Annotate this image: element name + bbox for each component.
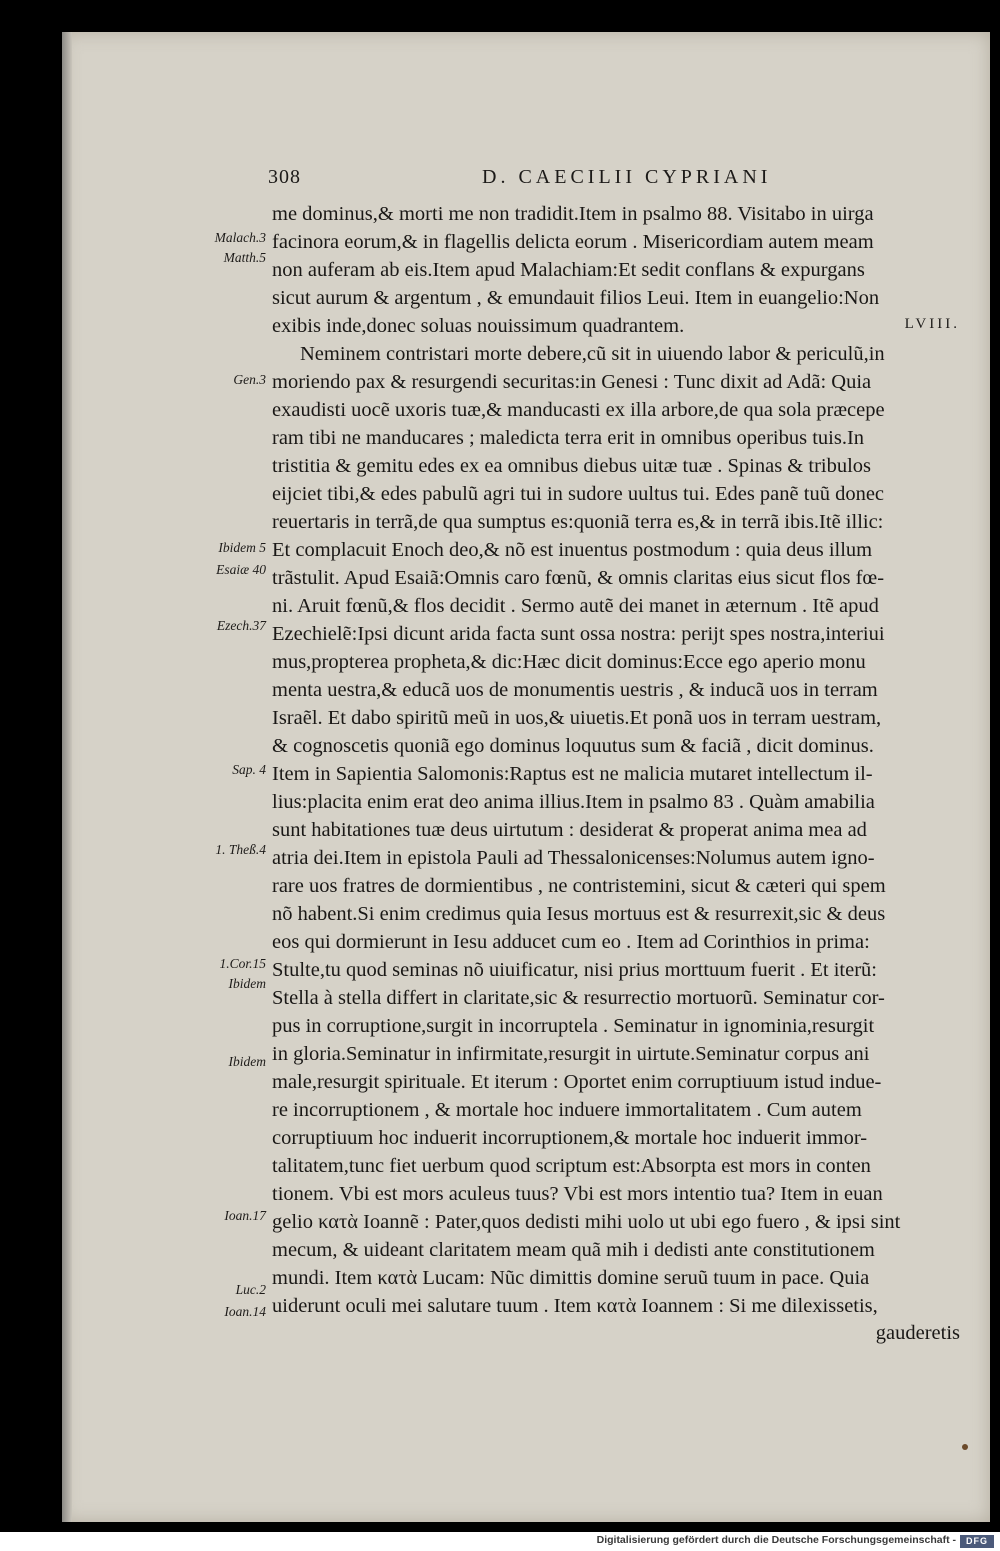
margin-reference: Ioan.14 [224,1304,266,1319]
margin-reference: Matth.5 [223,250,266,265]
text-line: Stella à stella differt in claritate,sic & resurrectio mortuorũ. Seminatur cor- [272,987,885,1009]
text-line: mecum, & uideant claritatem meam quã mih i dedisti ante constitutionem [272,1239,875,1261]
page-edge-shadow [62,32,72,1522]
text-line: re incorruptionem , & mortale hoc induere immortalitatem . Cum autem [272,1099,862,1121]
text-line: sunt habitationes tuæ deus uirtutum : desiderat & properat anima mea ad [272,819,867,841]
text-line: mundi. Item κατὰ Lucam: Nũc dimittis domine seruũ tuum in pace. Quia [272,1267,870,1289]
margin-reference: 1. Theß.4 [215,842,266,857]
dfg-logo-icon[interactable]: DFG [960,1535,994,1548]
margin-reference: Ezech.37 [216,618,266,633]
margin-reference: Gen.3 [233,372,266,387]
margin-reference: Luc.2 [235,1282,266,1297]
running-title: D. CAECILII CYPRIANI [482,166,772,188]
text-line: & cognoscetis quoniã ego dominus loquutus sum & faciã , dicit dominus. [272,735,874,757]
text-line: Stulte,tu quod seminas nõ uiuificatur, nisi prius morttuum fuerit . Et iterũ: [272,959,877,981]
text-line: pus in corruptione,surgit in incorruptela . Seminatur in ignominia,resurgit [272,1015,875,1037]
text-line: eijciet tibi,& edes pabulũ agri tui in sudore uultus tui. Edes panẽ tuũ donec [272,483,885,505]
text-line: trãstulit. Apud Esaiã:Omnis caro fœnũ, & omnis claritas eius sicut flos fœ- [272,567,885,589]
text-line: moriendo pax & resurgendi securitas:in Genesi : Tunc dixit ad Adã: Quia [272,371,872,393]
text-line: gelio κατὰ Ioannẽ : Pater,quos dedisti mihi uolo ut ubi ego fuero , & ipsi sint [272,1211,901,1233]
text-line: eos qui dormierunt in Iesu adducet cum eo . Item ad Corinthios in prima: [272,931,870,953]
text-line: atria dei.Item in epistola Pauli ad Thessalonicenses:Nolumus autem igno- [272,847,875,869]
text-line: facinora eorum,& in flagellis delicta eorum . Misericordiam autem meam [272,231,874,253]
text-line: Ezechielẽ:Ipsi dicunt arida facta sunt ossa nostra: perijt spes nostra,interiui [272,623,885,645]
text-line: Et complacuit Enoch deo,& nõ est inuentus postmodum : quia deus illum [272,539,873,561]
catchword: gauderetis [875,1322,960,1344]
text-line: rare uos fratres de dormientibus , ne contristemini, sicut & cæteri qui spem [272,875,886,897]
text-line: nõ habent.Si enim credimus quia Iesus mortuus est & resurrexit,sic & deus [272,903,886,925]
text-line: tristitia & gemitu edes ex ea omnibus diebus uitæ tuæ . Spinas & tribulos [272,455,872,477]
text-line: talitatem,tunc fiet uerbum quod scriptum est:Absorpta est mors in conten [272,1155,871,1177]
margin-reference: Sap. 4 [232,762,266,777]
ink-spot [962,1444,968,1450]
text-line: mus,propterea propheta,& dic:Hæc dicit dominus:Ecce ego aperio monu [272,651,866,673]
text-line: Neminem contristari morte debere,cũ sit in uiuendo labor & periculũ,in [300,343,885,365]
text-line: lius:placita enim erat deo anima illius.Item in psalmo 83 . Quàm amabilia [272,791,875,813]
text-line: uiderunt oculi mei salutare tuum . Item κατὰ Ioannem : Si me dilexissetis, [272,1295,878,1317]
text-line: non auferam ab eis.Item apud Malachiam:Et sedit conflans & expurgans [272,259,865,281]
margin-reference: Ioan.17 [224,1208,266,1223]
running-head [0,166,1000,196]
text-line: tionem. Vbi est mors aculeus tuus? Vbi est mors intentio tua? Item in euan [272,1183,883,1205]
chapter-number: LVIII. [904,316,960,332]
margin-reference: Malach.3 [214,230,266,245]
text-line: Item in Sapientia Salomonis:Raptus est ne malicia mutaret intellectum il- [272,763,873,785]
text-line: in gloria.Seminatur in infirmitate,resurgit in uirtute.Seminatur corpus ani [272,1043,870,1065]
page-number: 308 [268,166,301,188]
text-line: me dominus,& morti me non tradidit.Item in psalmo 88. Visitabo in uirga [272,203,874,225]
margin-reference: Ibidem [228,976,266,991]
funding-notice: Digitalisierung gefördert durch die Deutsche Forschungsgemeinschaft - [596,1534,956,1546]
text-line: sicut aurum & argentum , & emundauit filios Leui. Item in euangelio:Non [272,287,880,309]
text-line: corruptiuum hoc induerit incorruptionem,& mortale hoc induerit immor- [272,1127,868,1149]
text-line: ni. Aruit fœnũ,& flos decidit . Sermo autẽ dei manet in æternum . Itẽ apud [272,595,879,617]
footer-bar [0,1532,1000,1551]
margin-reference: Ibidem [228,1054,266,1069]
text-line: ram tibi ne manducares ; maledicta terra erit in omnibus operibus tuis.In [272,427,865,449]
text-line: reuertaris in terrã,de qua sumptus es:quoniã terra es,& in terrã ibis.Itẽ illic: [272,511,884,533]
text-line: exaudisti uocẽ uxoris tuæ,& manducasti ex illa arbore,de qua sola præcepe [272,399,885,421]
text-line: exibis inde,donec soluas nouissimum quadrantem. [272,315,685,337]
text-line: menta uestra,& educã uos de monumentis uestris , & inducã uos in terram [272,679,878,701]
margin-reference: Ibidem 5 [218,540,266,555]
margin-reference: Esaiæ 40 [216,562,266,577]
margin-reference: 1.Cor.15 [219,956,266,971]
text-line: male,resurgit spirituale. Et iterum : Oportet enim corruptiuum istud indue- [272,1071,882,1093]
text-line: Israẽl. Et dabo spiritũ meũ in uos,& uiuetis.Et ponã uos in terram uestram, [272,707,882,729]
